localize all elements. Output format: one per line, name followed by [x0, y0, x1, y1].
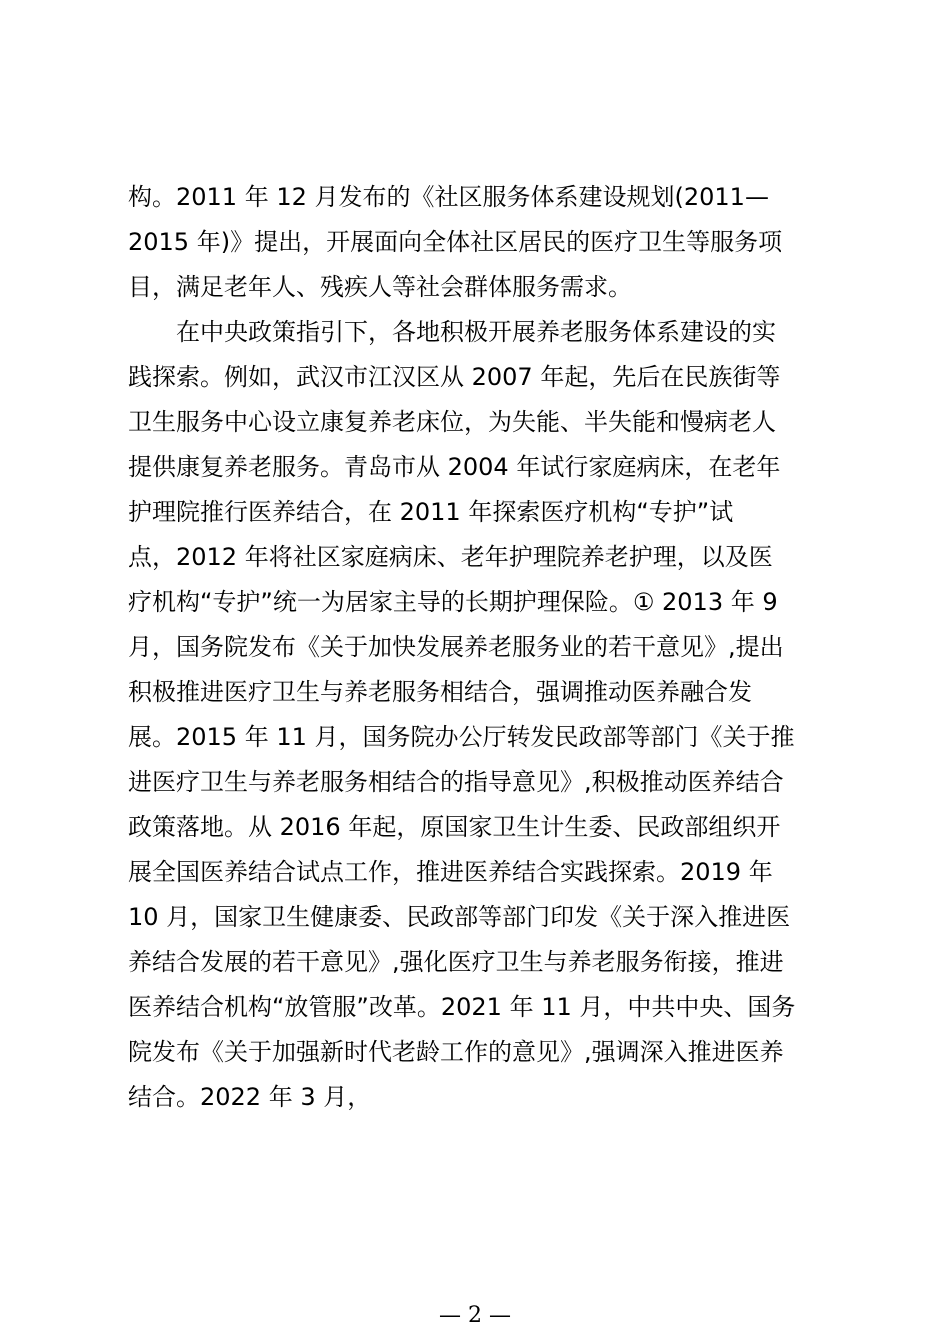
text-line: 2015 年)》提出，开展面向全体社区居民的医疗卫生等服务项 — [128, 228, 783, 256]
text-line: 10 月，国家卫生健康委、民政部等部门印发《关于深入推进医 — [128, 903, 791, 931]
text-line: 医养结合机构“放管服”改革。2021 年 11 月，中共中央、国务 — [128, 993, 796, 1021]
text-line: 养结合发展的若干意见》,强化医疗卫生与养老服务衔接，推进 — [128, 948, 784, 976]
text-line: 展。2015 年 11 月，国务院办公厅转发民政部等部门《关于推 — [128, 723, 795, 751]
text-line: 点，2012 年将社区家庭病床、老年护理院养老护理，以及医 — [128, 543, 773, 571]
text-line: 提供康复养老服务。青岛市从 2004 年试行家庭病床，在老年 — [128, 453, 781, 481]
page-number: — 2 — — [439, 1303, 511, 1328]
text-line: 结合。2022 年 3 月， — [128, 1083, 372, 1111]
text-line: 进医疗卫生与养老服务相结合的指导意见》,积极推动医养结合 — [128, 768, 784, 796]
text-line: 构。2011 年 12 月发布的《社区服务体系建设规划(2011— — [128, 183, 769, 211]
text-line: 践探索。例如，武汉市江汉区从 2007 年起，先后在民族街等 — [128, 363, 781, 391]
text-line: 目，满足老年人、残疾人等社会群体服务需求。 — [128, 273, 632, 301]
text-line: 展全国医养结合试点工作，推进医养结合实践探索。2019 年 — [128, 858, 773, 886]
text-line: 积极推进医疗卫生与养老服务相结合，强调推动医养融合发 — [128, 678, 752, 706]
body-text — [128, 175, 828, 1120]
text-line: 护理院推行医养结合，在 2011 年探索医疗机构“专护”试 — [128, 498, 734, 526]
text-line: 政策落地。从 2016 年起，原国家卫生计生委、民政部组织开 — [128, 813, 781, 841]
text-line: 在中央政策指引下，各地积极开展养老服务体系建设的实 — [128, 318, 776, 346]
text-line: 卫生服务中心设立康复养老床位，为失能、半失能和慢病老人 — [128, 408, 776, 436]
text-line: 月，国务院发布《关于加快发展养老服务业的若干意见》,提出 — [128, 633, 784, 661]
text-line: 院发布《关于加强新时代老龄工作的意见》,强调深入推进医养 — [128, 1038, 784, 1066]
text-line: 疗机构“专护”统一为居家主导的长期护理保险。① 2013 年 9 — [128, 588, 778, 616]
